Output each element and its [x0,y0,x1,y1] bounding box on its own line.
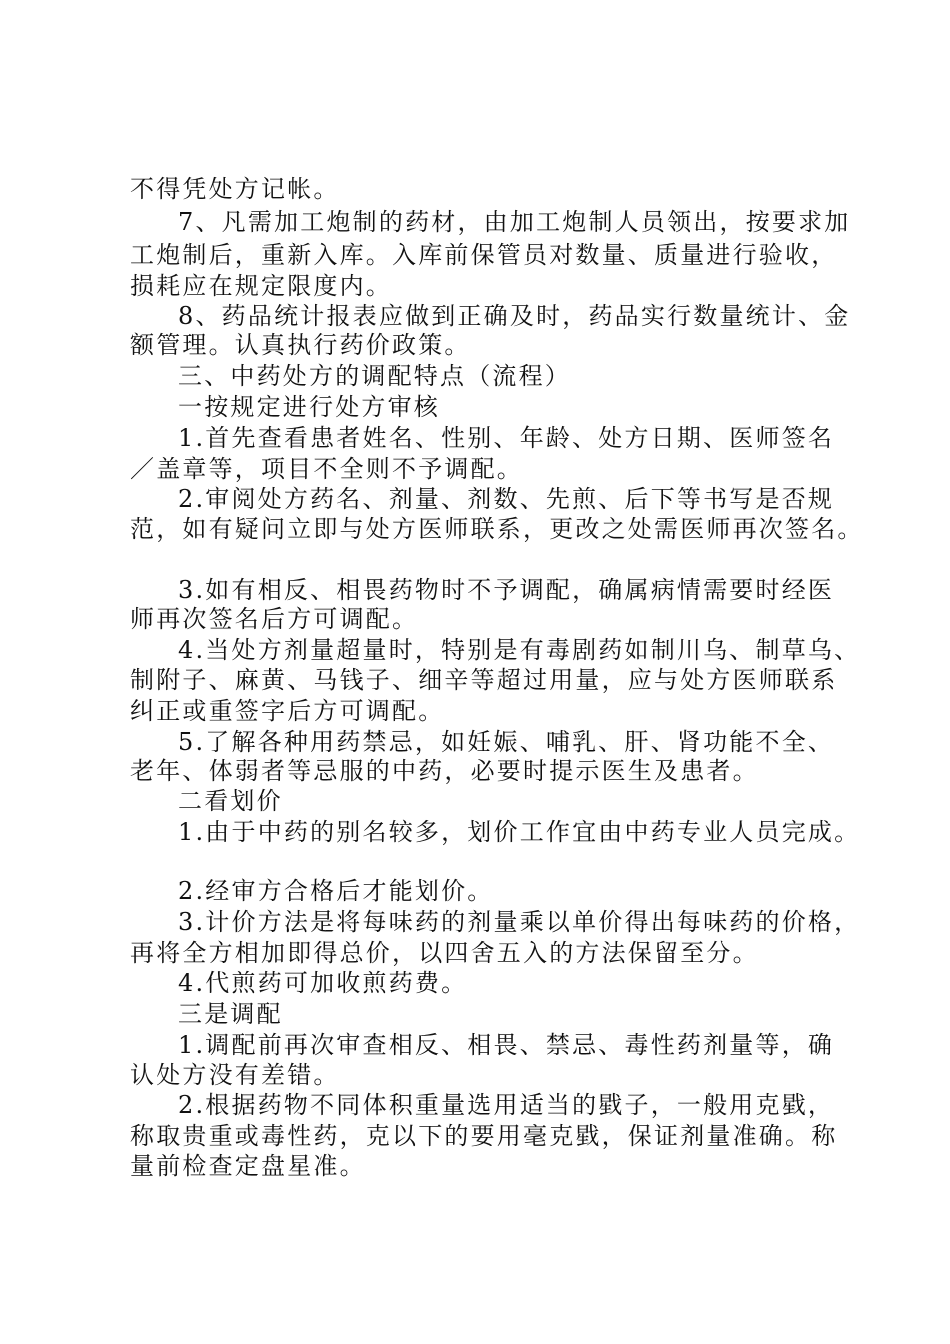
text-line: 师再次签名后方可调配。 [130,605,419,633]
text-line: 1.首先查看患者姓名、性别、年龄、处方日期、医师签名 [178,424,835,452]
text-line: 再将全方相加即得总价，以四舍五入的方法保留至分。 [130,939,759,967]
text-line: 额管理。认真执行药价政策。 [130,331,471,359]
text-line: 工炮制后，重新入库。入库前保管员对数量、质量进行验收， [130,241,838,269]
text-line: 4.代煎药可加收煎药费。 [178,969,468,997]
text-line: 2.根据药物不同体积重量选用适当的戥子，一般用克戥， [178,1091,835,1119]
text-line: 量前检查定盘星准。 [130,1152,366,1180]
text-line: 范，如有疑问立即与处方医师联系，更改之处需医师再次签名。 [130,515,864,543]
text-line: ／盖章等，项目不全则不予调配。 [130,455,523,483]
text-line: 7、凡需加工炮制的药材，由加工炮制人员领出，按要求加 [178,208,851,236]
text-line: 制附子、麻黄、马钱子、细辛等超过用量，应与处方医师联系 [130,666,838,694]
text-line: 损耗应在规定限度内。 [130,272,392,300]
text-line: 2.审阅处方药名、剂量、剂数、先煎、后下等书写是否规 [178,485,835,513]
text-line: 5.了解各种用药禁忌，如妊娠、哺乳、肝、肾功能不全、 [178,728,835,756]
text-line: 纠正或重签字后方可调配。 [130,697,445,725]
text-line: 不得凭处方记帐。 [130,175,340,203]
text-line: 4.当处方剂量超量时，特别是有毒剧药如制川乌、制草乌、 [178,636,861,664]
subsection-heading: 一按规定进行处方审核 [178,393,440,421]
text-line: 称取贵重或毒性药，克以下的要用毫克戥，保证剂量准确。称 [130,1122,838,1150]
subsection-heading: 三是调配 [178,1000,283,1028]
text-line: 认处方没有差错。 [130,1061,340,1089]
subsection-heading: 二看划价 [178,787,283,815]
text-line: 3.如有相反、相畏药物时不予调配，确属病情需要时经医 [178,576,835,604]
text-line: 1.调配前再次审查相反、相畏、禁忌、毒性药剂量等，确 [178,1031,835,1059]
text-line: 8、药品统计报表应做到正确及时，药品实行数量统计、金 [178,302,851,330]
text-line: 2.经审方合格后才能划价。 [178,877,494,905]
section-heading: 三、中药处方的调配特点（流程） [178,362,571,390]
text-line: 老年、体弱者等忌服的中药，必要时提示医生及患者。 [130,757,759,785]
text-line: 3.计价方法是将每味药的剂量乘以单价得出每味药的价格， [178,908,861,936]
text-line: 1.由于中药的别名较多，划价工作宜由中药专业人员完成。 [178,818,861,846]
